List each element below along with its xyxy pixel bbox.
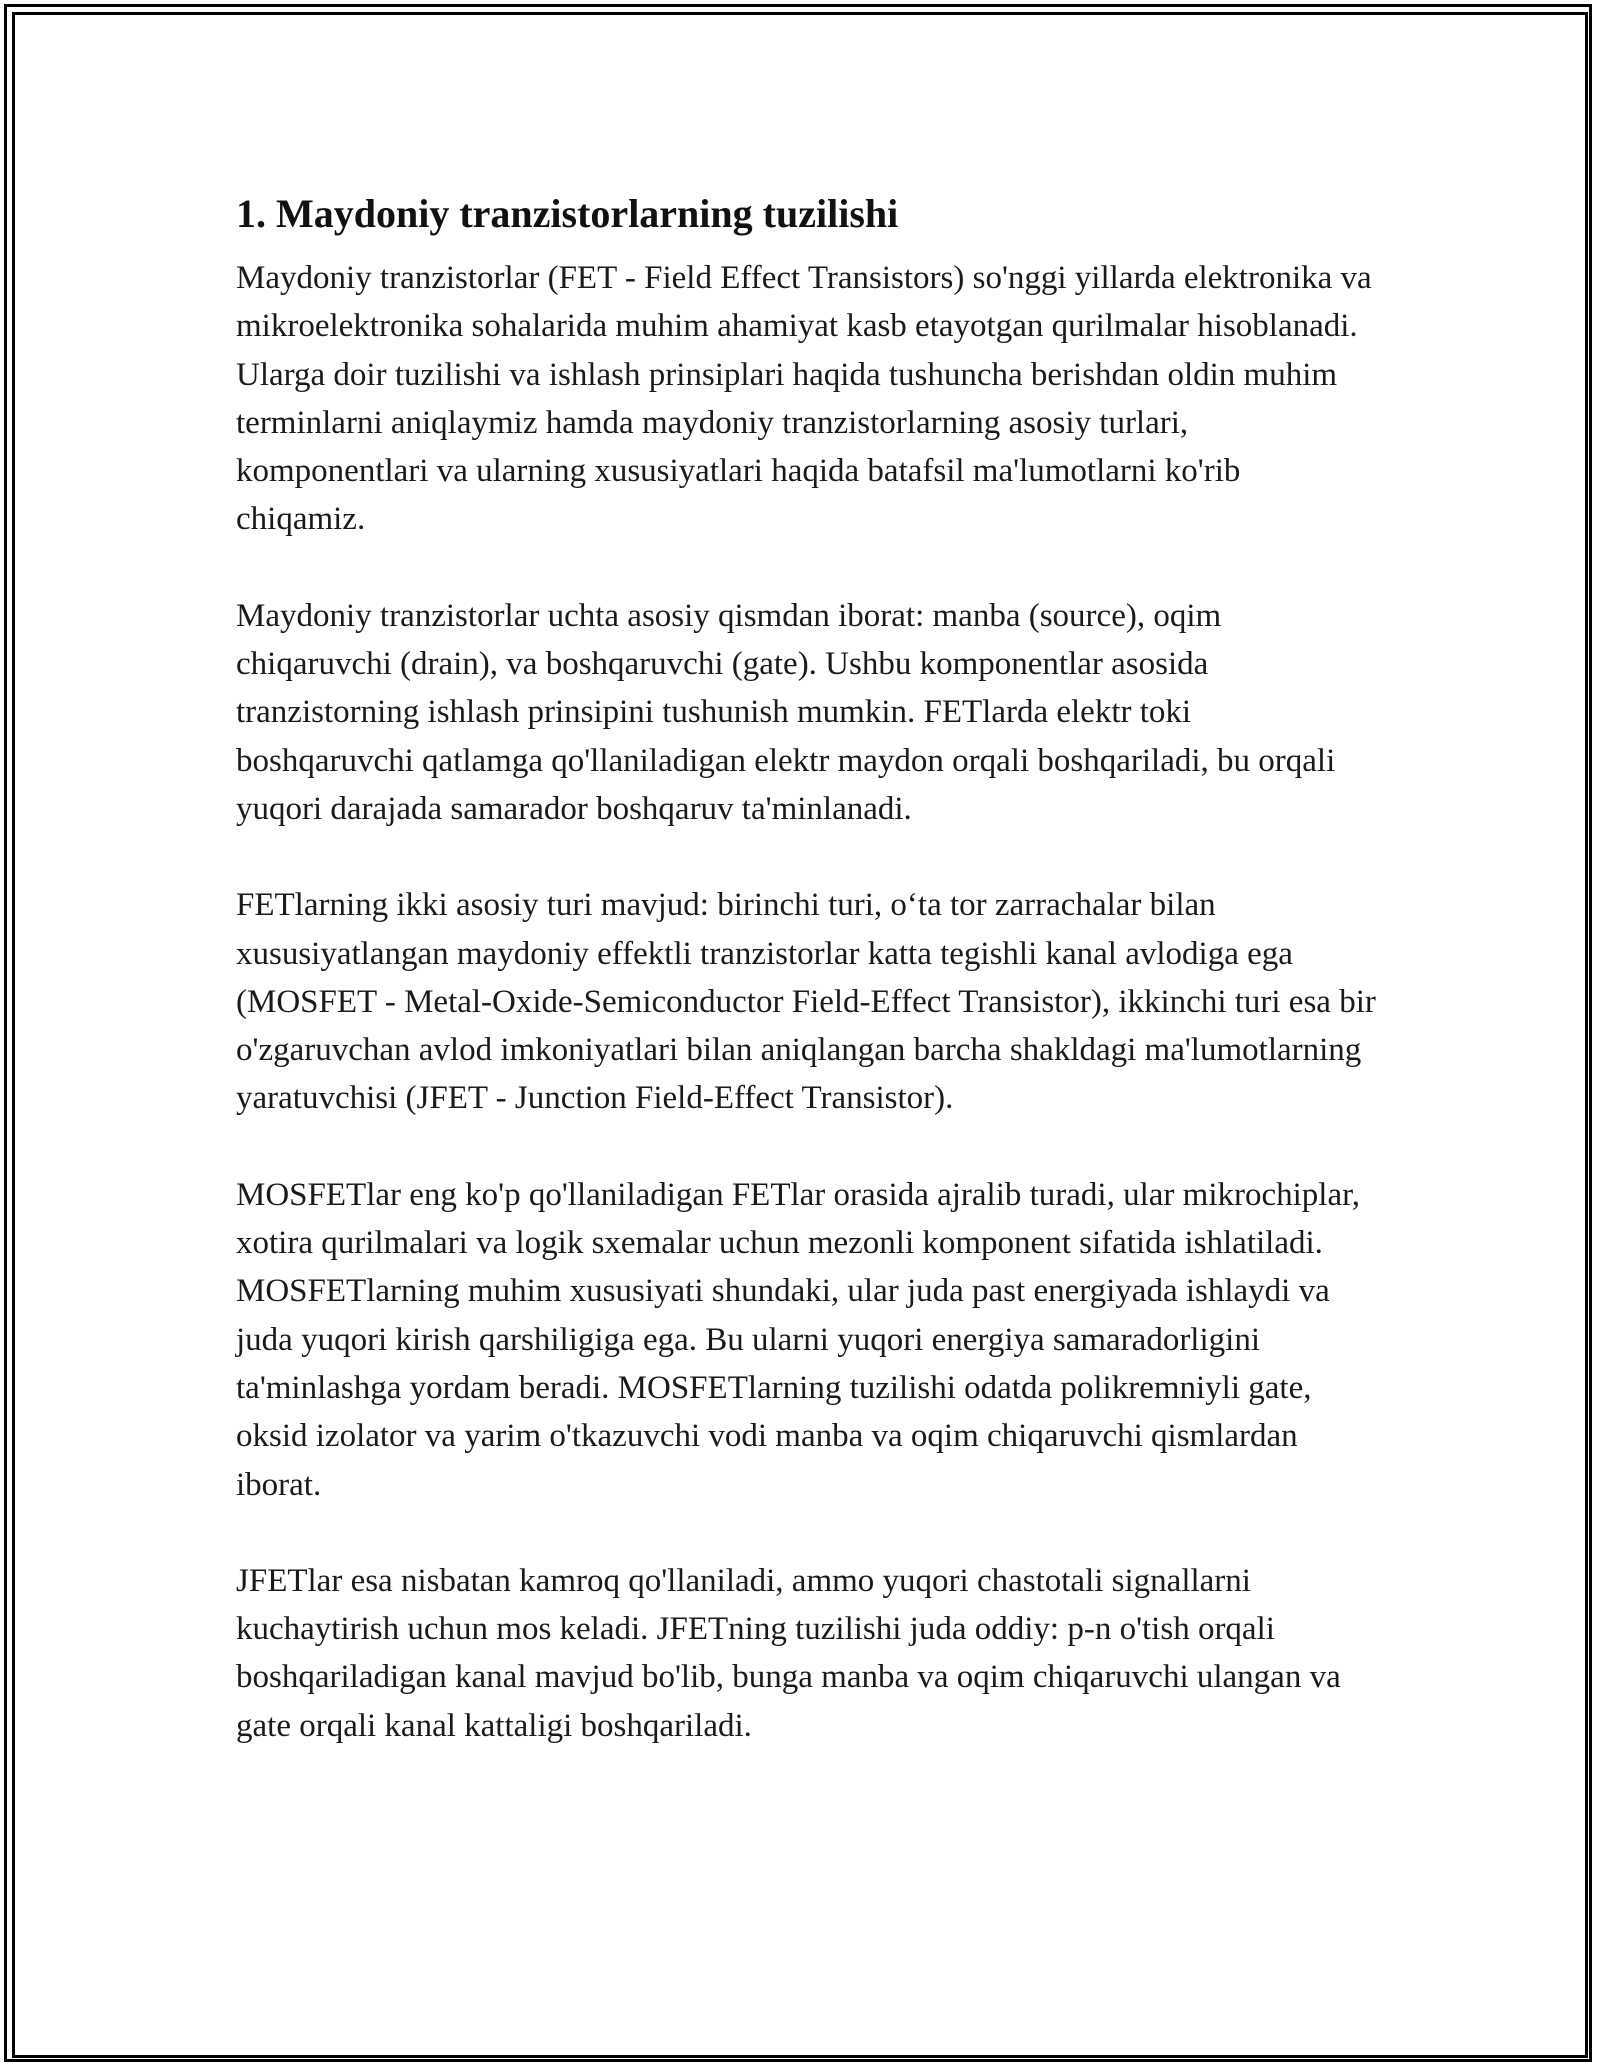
document-body: [236, 188, 1376, 1798]
section-heading: 1. Maydoniy tranzistorlarning tuzilishi: [236, 191, 899, 236]
paragraph-mosfet: MOSFETlar eng ko'p qo'llaniladigan FETlar orasida ajralib turadi, ular mikrochiplar, xotira qurilmalari va logik sxemalar uchun mezonli komponent sifatida ishlatiladi. MOSFETlarning muhim xususiyati shundaki, ular juda past energiyada ishlaydi va juda yuqori kirish qarshiligiga ega. Bu ularni yuqori energiya samaradorligini ta'minlashga yordam beradi. MOSFETlarning tuzilishi odatda polikremniyli gate, oksid izolator va yarim o'tkazuvchi vodi manba va oqim chiqaruvchi qismlardan iborat.: [236, 1176, 1361, 1503]
paragraph-components: Maydoniy tranzistorlar uchta asosiy qismdan iborat: manba (source), oqim chiqaruvchi (drain), va boshqaruvchi (gate). Ushbu komponentlar asosida tranzistorning ishlash prinsipini tushunish mumkin. FETlarda elektr toki boshqaruvchi qatlamga qo'llaniladigan elektr maydon orqali boshqariladi, bu orqali yuqori darajada samarador boshqaruv ta'minlanadi.: [236, 597, 1336, 827]
paragraph-fet-types: FETlarning ikki asosiy turi mavjud: birinchi turi, o‘ta tor zarrachalar bilan xususiyatlangan maydoniy effektli tranzistorlar katta tegishli kanal avlodiga ega (MOSFET - Metal-Oxide-Semiconductor Field-Effect Transistor), ikkinchi turi esa bir o'zgaruvchan avlod imkoniyatlari bilan aniqlangan barcha shakldagi ma'lumotlarning yaratuvchisi (JFET - Junction Field-Effect Transistor).: [236, 887, 1376, 1117]
paragraph-intro: Maydoniy tranzistorlar (FET - Field Effect Transistors) so'nggi yillarda elektronika va mikroelektronika sohalarida muhim ahamiyat kasb etayotgan qurilmalar hisoblanadi. Ularga doir tuzilishi va ishlash prinsiplari haqida tushuncha berishdan oldin muhim terminlarni aniqlaymiz hamda maydoniy tranzistorlarning asosiy turlari, komponentlari va ularning xususiyatlari haqida batafsil ma'lumotlarni ko'rib chiqamiz.: [236, 260, 1372, 538]
paragraph-jfet: JFETlar esa nisbatan kamroq qo'llaniladi, ammo yuqori chastotali signallarni kuchaytirish uchun mos keladi. JFETning tuzilishi juda oddiy: p-n o'tish orqali boshqariladigan kanal mavjud bo'lib, bunga manba va oqim chiqaruvchi ulangan va gate orqali kanal kattaligi boshqariladi.: [236, 1562, 1341, 1744]
